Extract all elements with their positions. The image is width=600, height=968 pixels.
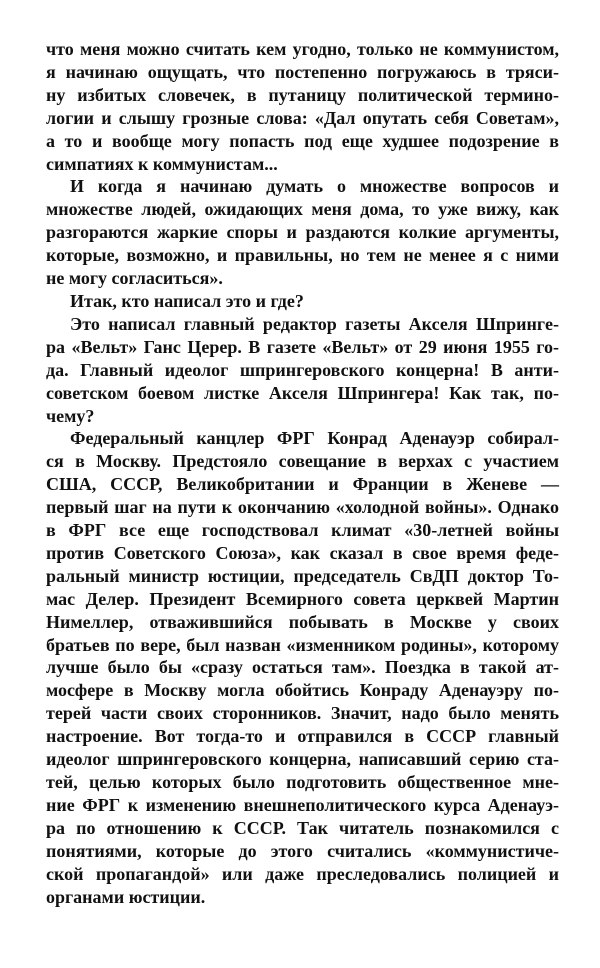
text-line: множестве людей, ожидающих меня дома, то уже вижу, как xyxy=(46,199,559,220)
text-line: чему? xyxy=(46,405,95,426)
text-line: ской пропагандой» или даже преследовались полицией и xyxy=(46,863,559,884)
text-line: понятиями, которые до этого считались «коммунистиче- xyxy=(46,840,559,861)
text-line: Федеральный канцлер ФРГ Конрад Аденауэр собирал- xyxy=(70,428,559,449)
text-line: не могу согласиться». xyxy=(46,268,223,289)
text-line: а то и вообще могу попасть под еще худшее подозрение в xyxy=(46,130,559,151)
text-line: я начинаю ощущать, что постепенно погружаюсь в тряси- xyxy=(46,61,559,82)
text-line: США, СССР, Великобритании и Франции в Женеве — xyxy=(46,474,559,495)
text-line: Итак, кто написал это и где? xyxy=(70,290,304,311)
text-line: да. Главный идеолог шпрингеровского концерна! В анти- xyxy=(46,359,559,380)
paragraph-2 xyxy=(46,175,559,290)
paragraph-5 xyxy=(46,427,559,908)
paragraph-3 xyxy=(46,290,559,313)
text-line: которые, возможно, и правильны, но тем не менее я с ними xyxy=(46,245,559,266)
text-line: идеолог шпрингеровского концерна, написавший серию ста- xyxy=(46,749,559,770)
text-line: ральный министр юстиции, председатель СвДП доктор То- xyxy=(46,565,559,586)
text-line: ну избитых словечек, в путаницу политической термино- xyxy=(46,84,559,105)
text-line: советском боевом листке Акселя Шпрингера! Как так, по- xyxy=(46,382,559,403)
text-line: против Советского Союза», как сказал в свое время феде- xyxy=(46,542,559,563)
text-line: мосфере в Москву могла обойтись Конраду Аденауэру по- xyxy=(46,680,559,701)
text-line: логии и слышу грозные слова: «Дал опутать себя Советам», xyxy=(46,107,559,128)
text-line: И когда я начинаю думать о множестве вопросов и xyxy=(70,176,559,197)
text-line: ра «Вельт» Ганс Церер. В газете «Вельт» от 29 июня 1955 го- xyxy=(46,336,559,357)
text-line: настроение. Вот тогда-то и отправился в СССР главный xyxy=(46,726,559,747)
paragraph-1 xyxy=(46,38,559,175)
text-line: ра по отношению к СССР. Так читатель познакомился с xyxy=(46,817,559,838)
text-line: Нимеллер, отважившийся побывать в Москве у своих xyxy=(46,611,559,632)
text-line: братьев по вере, был назван «изменником родины», которому xyxy=(46,634,559,655)
text-line: в ФРГ все еще господствовал климат «30-летней войны xyxy=(46,520,559,541)
text-line: разгораются жаркие споры и раздаются колкие аргументы, xyxy=(46,222,559,243)
text-line: ся в Москву. Предстояло совещание в верхах с участием xyxy=(46,451,559,472)
text-line: Это написал главный редактор газеты Акселя Шпрингe- xyxy=(70,313,559,334)
text-line: лучше было бы «сразу остаться там». Поездка в такой ат- xyxy=(46,657,559,678)
text-line: первый шаг на пути к окончанию «холодной войны». Однако xyxy=(46,497,559,518)
paragraph-4 xyxy=(46,313,559,428)
text-line: мас Делер. Президент Всемирного совета церквей Мартин xyxy=(46,588,559,609)
text-line: терей части своих сторонников. Значит, надо было менять xyxy=(46,703,559,724)
document-page xyxy=(46,38,559,908)
text-line: симпатиях к коммунистам... xyxy=(46,153,278,174)
text-line: органами юстиции. xyxy=(46,886,206,907)
text-line: тей, целью которых было подготовить общественное мне- xyxy=(46,772,559,792)
text-line: что меня можно считать кем угодно, только не коммунистом, xyxy=(46,39,559,59)
text-line: ние ФРГ к изменению внешнеполитического курса Аденауэ- xyxy=(46,794,559,815)
